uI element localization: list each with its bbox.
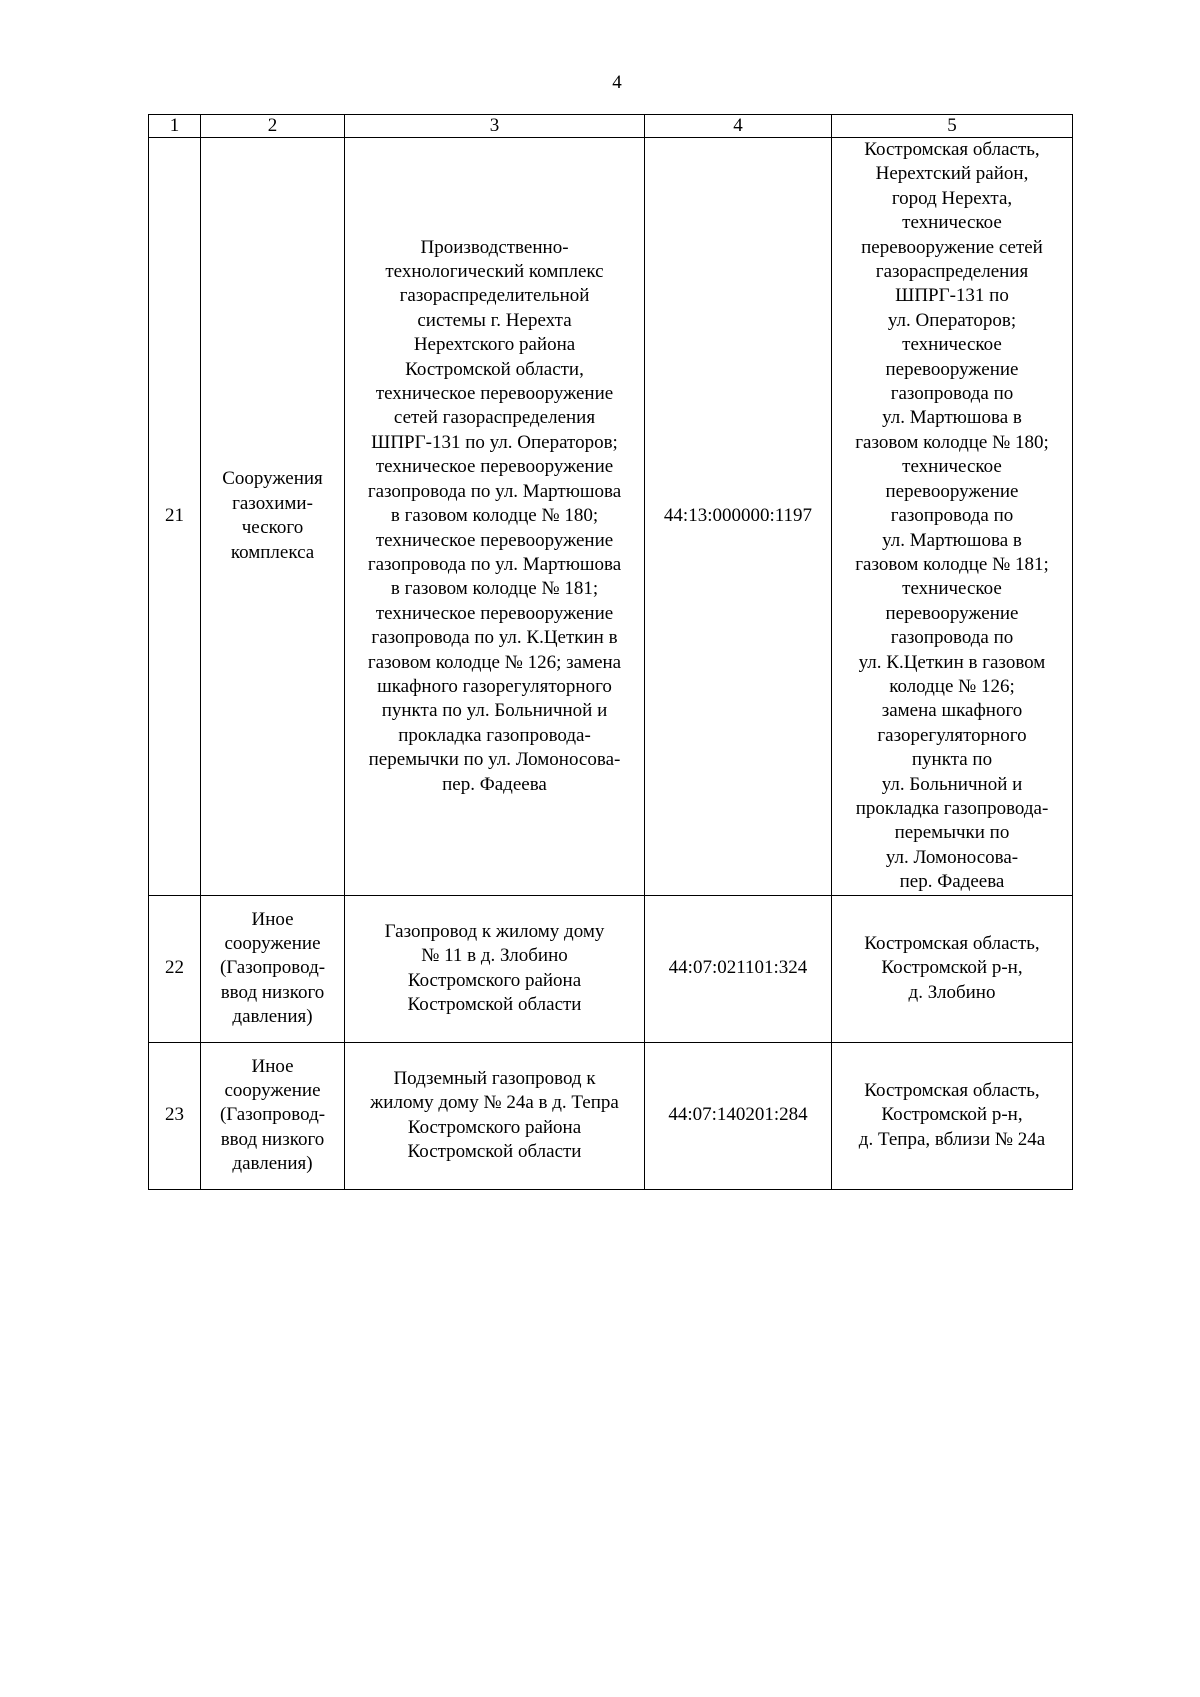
object-type [201,895,345,1042]
object-type-text: Сооружения газохими- ческого комплекса [222,468,323,563]
table-row [149,1042,1073,1189]
object-name [345,1042,645,1189]
row-number: 23 [149,1042,201,1189]
table-header-row [149,115,1073,138]
column-number-1: 1 [149,115,201,138]
object-type [201,138,345,896]
cadastral-number: 44:07:021101:324 [645,895,832,1042]
column-number-3: 3 [345,115,645,138]
object-type [201,1042,345,1189]
table-row [149,895,1073,1042]
object-address-text: Костромская область, Костромской р-н, д. Тепра, вблизи № 24а [858,1079,1046,1150]
object-name-text: Газопровод к жилому дому № 11 в д. Злобино Костромского района Костромской области [384,920,605,1015]
object-address [832,138,1073,896]
object-address [832,895,1073,1042]
table-row [149,138,1073,896]
column-number-2: 2 [201,115,345,138]
object-address-text: Костромская область, Костромской р-н, д. Злобино [864,932,1040,1003]
column-number-5: 5 [832,115,1073,138]
object-type-text: Иное сооружение (Газопровод- ввод низкого давления) [219,908,326,1028]
object-name [345,138,645,896]
object-address [832,1042,1073,1189]
object-name-text: Производственно- технологический комплекс газораспределительной системы г. Нерехта Нерехтского района Костромской области, техническое перевооружение сетей газораспределения ШПРГ-131 по ул. Операторов; техническое перевооружение газопровода по ул. Мартюшова в газовом колодце № 180; техническое перевооружение газопровода по ул. Мартюшова в газовом колодце № 181; техническое перевооружение газопровода по ул. К.Цеткин в газовом колодце № 126; замена шкафного газорегуляторного пункта по ул. Больничной и прокладка газопровода- перемычки по ул. Ломоносова- пер. Фадеева [367,236,622,795]
row-number: 22 [149,895,201,1042]
page-number: 4 [612,72,622,93]
cadastral-number: 44:13:000000:1197 [645,138,832,896]
object-name [345,895,645,1042]
registry-table [148,114,1073,1190]
column-number-4: 4 [645,115,832,138]
object-address-text: Костромская область, Нерехтский район, город Нерехта, техническое перевооружение сетей газораспределения ШПРГ-131 по ул. Операторов; техническое перевооружение газопровода по ул. Мартюшова в газовом колодце № 180; техническое перевооружение газопровода по ул. Мартюшова в газовом колодце № 181; техническое перевооружение газопровода по ул. К.Цеткин в газовом колодце № 126; замена шкафного газорегуляторного пункта по ул. Больничной и прокладка газопровода- перемычки по ул. Ломоносова- пер. Фадеева [855,139,1049,893]
row-number: 21 [149,138,201,896]
object-name-text: Подземный газопровод к жилому дому № 24а в д. Тепра Костромского района Костромской области [370,1067,619,1162]
object-type-text: Иное сооружение (Газопровод- ввод низкого давления) [219,1055,326,1175]
cadastral-number: 44:07:140201:284 [645,1042,832,1189]
